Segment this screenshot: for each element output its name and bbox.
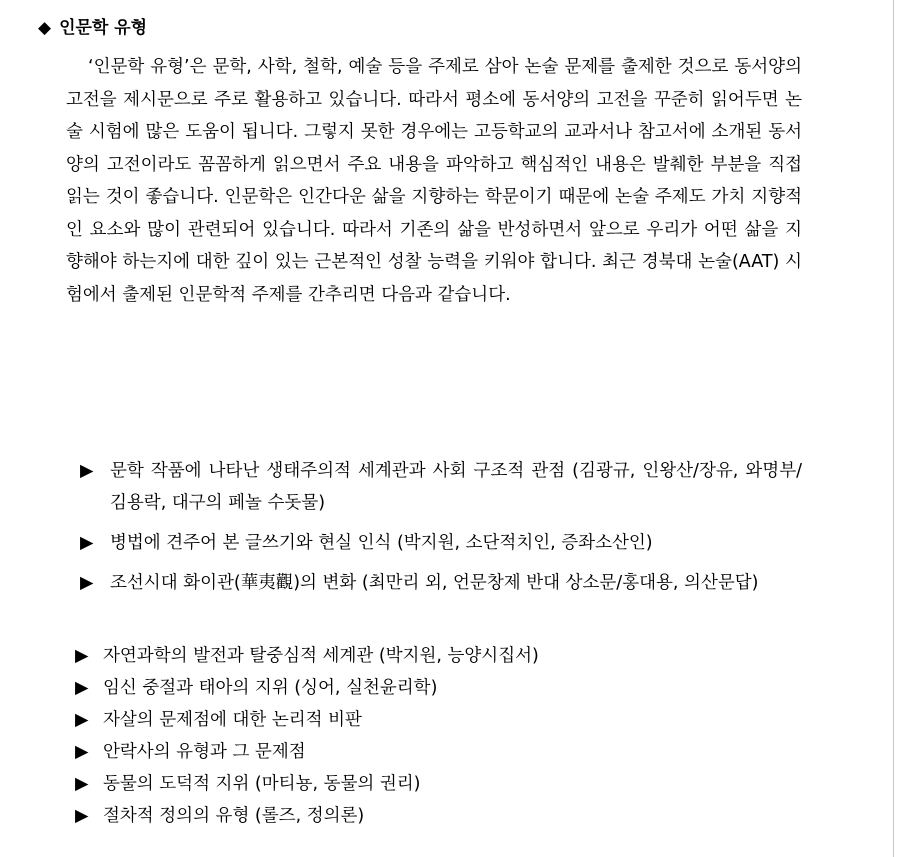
list-item xyxy=(75,704,362,736)
list-item xyxy=(75,736,306,768)
list-item xyxy=(80,567,802,599)
list-item-text: 절차적 정의의 유형 (롤즈, 정의론) xyxy=(103,806,365,826)
triangle-bullet-icon: ▶ xyxy=(80,533,94,553)
triangle-bullet-icon: ▶ xyxy=(75,678,89,698)
list-item xyxy=(80,527,653,559)
page-right-border xyxy=(893,0,894,857)
list-item-text: 동물의 도덕적 지위 (마티뇽, 동물의 권리) xyxy=(103,774,421,794)
list-item xyxy=(75,768,421,800)
triangle-bullet-icon: ▶ xyxy=(75,646,89,666)
triangle-bullet-icon: ▶ xyxy=(75,806,89,826)
triangle-bullet-icon: ▶ xyxy=(75,774,89,794)
list-item xyxy=(75,800,364,832)
list-item xyxy=(75,672,437,704)
list-item-text: 임신 중절과 태아의 지위 (싱어, 실천윤리학) xyxy=(103,678,438,698)
list-item-text: 문학 작품에 나타난 생태주의적 세계관과 사회 구조적 관점 (김광규, 인왕산/장유, 와명부/김용락, 대구의 페놀 수돗물) xyxy=(110,461,802,513)
list-item xyxy=(80,455,802,519)
list-item-text: 자살의 문제점에 대한 논리적 비판 xyxy=(103,710,362,730)
list-item-text: 조선시대 화이관(華夷觀)의 변화 (최만리 외, 언문창제 반대 상소문/홍대용, 의산문답) xyxy=(110,573,759,593)
list-item-text: 자연과학의 발전과 탈중심적 세계관 (박지원, 능양시집서) xyxy=(103,646,539,666)
section-heading-title: 인문학 유형 xyxy=(59,18,148,38)
triangle-bullet-icon: ▶ xyxy=(75,710,89,730)
list-item-text: 안락사의 유형과 그 문제점 xyxy=(103,742,306,762)
intro-paragraph: ‘인문학 유형’은 문학, 사학, 철학, 예술 등을 주제로 삼아 논술 문제를 출제한 것으로 동서양의 고전을 제시문으로 주로 활용하고 있습니다. 따라서 평소에 동서양의 고전을 꾸준히 읽어두면 논술 시험에 많은 도움이 됩니다. 그렇지 못한 경우에는 고등학교의 교과서나 참고서에 소개된 동서양의 고전이라도 꼼꼼하게 읽으면서 주요 내용을 파악하고 핵심적인 내용은 발췌한 부분을 직접 읽는 것이 좋습니다. 인문학은 인간다운 삶을 지향하는 학문이기 때문에 논술 주제도 가치 지향적인 요소와 많이 관련되어 있습니다. 따라서 기존의 삶을 반성하면서 앞으로 우리가 어떤 삶을 지향해야 하는지에 대한 깊이 있는 근본적인 성찰 능력을 키워야 합니다. 최근 경북대 논술(AAT) 시험에서 출제된 인문학적 주제를 간추리면 다음과 같습니다. xyxy=(66,57,802,305)
list-item-text: 병법에 견주어 본 글쓰기와 현실 인식 (박지원, 소단적치인, 증좌소산인) xyxy=(110,533,653,553)
triangle-bullet-icon: ▶ xyxy=(75,742,89,762)
section-heading xyxy=(38,15,147,41)
triangle-bullet-icon: ▶ xyxy=(80,573,94,593)
triangle-bullet-icon: ▶ xyxy=(80,461,94,481)
diamond-bullet-icon: ◆ xyxy=(38,18,52,38)
list-item xyxy=(75,640,539,672)
